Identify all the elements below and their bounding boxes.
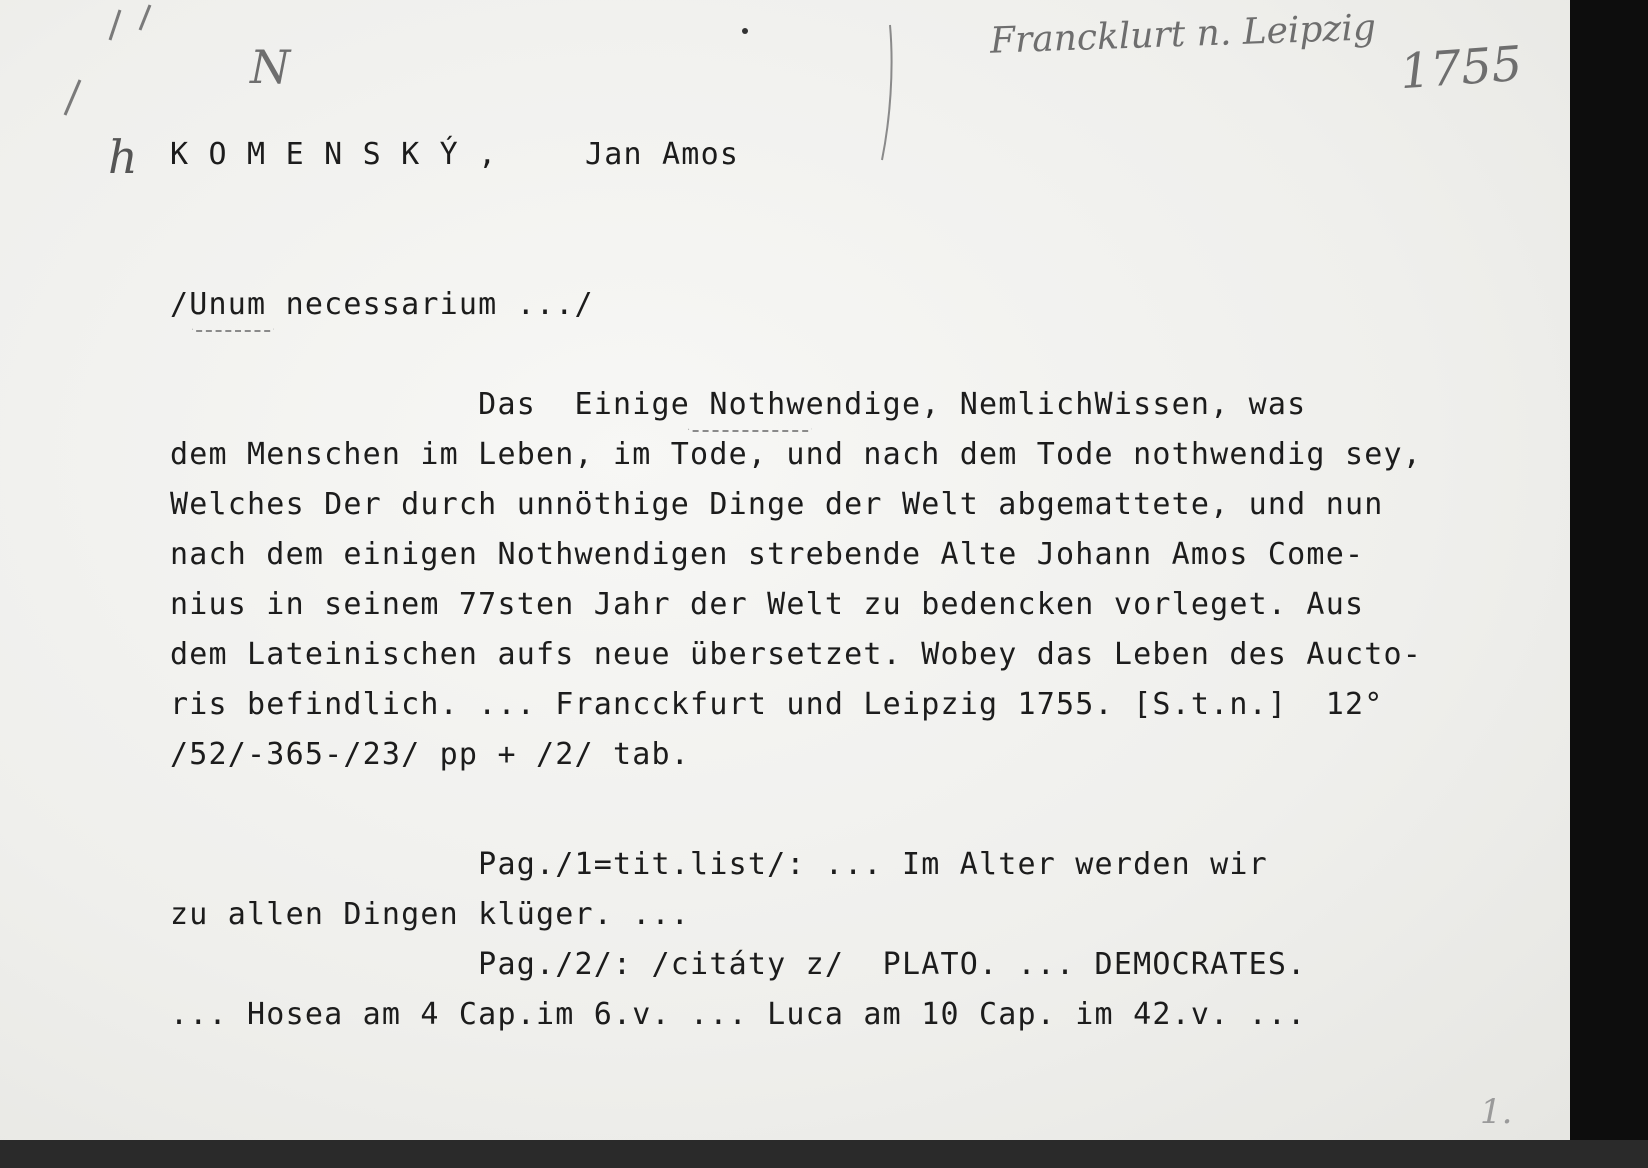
- note-line: ... Hosea am 4 Cap.im 6.v. ... Luca am 10 Cap. im 42.v. ...: [170, 997, 1307, 1032]
- heading-surname: K O M E N S K Ý ,: [170, 137, 498, 172]
- handwritten-place: Francklurt n. Leipzig: [989, 7, 1377, 62]
- description-line: nach dem einigen Nothwendigen strebende Alte Johann Amos Come-: [170, 537, 1365, 572]
- underline-unum: [192, 322, 274, 332]
- description-line: ris befindlich. ... Francckfurt und Leipzig 1755. [S.t.n.] 12°: [170, 687, 1384, 722]
- description-line: Das Einige Nothwendige, NemlichWissen, was: [170, 387, 1307, 422]
- description-line: Welches Der durch unnöthige Dinge der Welt abgemattete, und nun: [170, 487, 1384, 522]
- description-line: dem Menschen im Leben, im Tode, und nach dem Tode nothwendig sey,: [170, 437, 1422, 472]
- underline-einige: [688, 422, 812, 432]
- pencil-stroke: [860, 20, 920, 170]
- description-line: /52/-365-/23/ pp + /2/ tab.: [170, 737, 691, 772]
- pencil-marks: [50, 0, 370, 140]
- handwritten-mark-n: N: [250, 40, 291, 94]
- note-line: zu allen Dingen klüger. ...: [170, 897, 691, 932]
- note-line: Pag./1=tit.list/: ... Im Alter werden wir: [170, 847, 1268, 882]
- note-line: Pag./2/: /citáty z/ PLATO. ... DEMOCRATES.: [170, 947, 1307, 982]
- scan-border-bottom: [0, 1140, 1648, 1168]
- heading-given-names: Jan Amos: [585, 137, 740, 172]
- scan-border-right: [1570, 0, 1648, 1168]
- handwritten-mark-h: h: [108, 130, 138, 184]
- uniform-title: /Unum necessarium .../: [170, 287, 594, 322]
- description-line: nius in seinem 77sten Jahr der Welt zu bedencken vorleget. Aus: [170, 587, 1365, 622]
- handwritten-page-number: 1.: [1480, 1092, 1513, 1132]
- handwritten-year: 1755: [1398, 35, 1524, 101]
- ink-dot: [742, 28, 748, 34]
- description-line: dem Lateinischen aufs neue übersetzet. Wobey das Leben des Aucto-: [170, 637, 1422, 672]
